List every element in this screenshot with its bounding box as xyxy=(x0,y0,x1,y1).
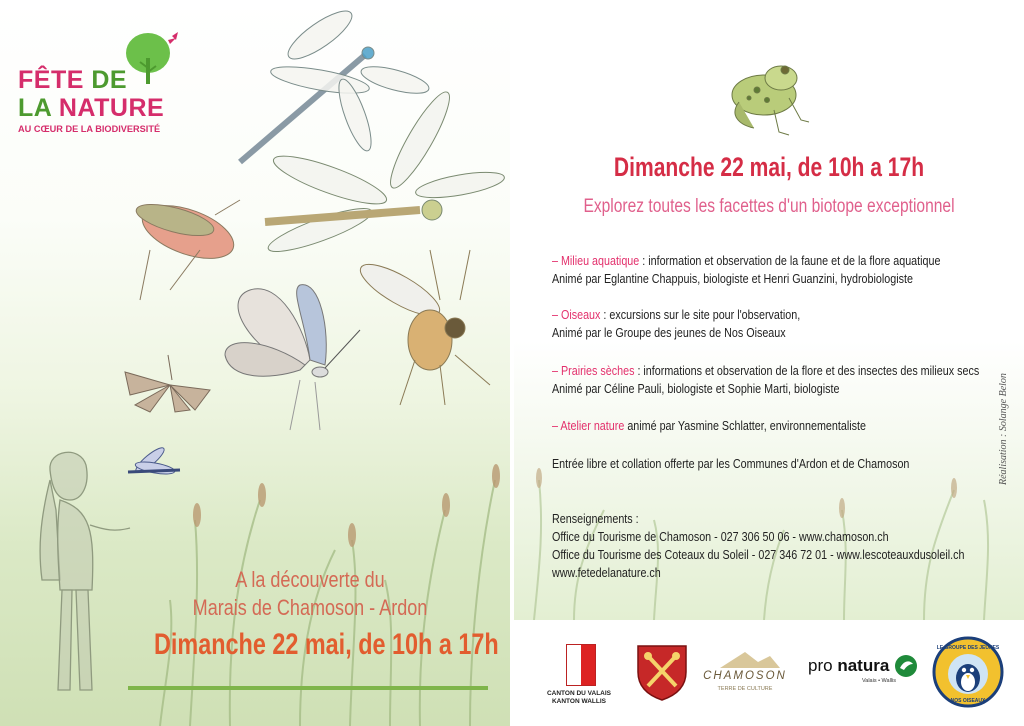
dragonfly-icon xyxy=(240,3,431,162)
activity-title: – Oiseaux xyxy=(552,308,601,322)
logo-word-de: DE xyxy=(91,66,128,94)
chamoson-subtitle: TERRE DE CULTURE xyxy=(717,686,773,692)
activity-title: – Prairies sèches xyxy=(552,364,635,378)
activity-title: – Atelier nature xyxy=(552,419,625,433)
activity-desc: animé par Yasmine Schlatter, environnementaliste xyxy=(627,419,866,433)
logo-subtitle: AU CŒUR DE LA BIODIVERSITÉ xyxy=(18,124,161,134)
contact-info-block xyxy=(552,510,965,582)
activity-desc: information et observation de la faune et de la flore aquatique xyxy=(648,254,941,268)
pronatura-bird-icon xyxy=(894,654,918,678)
activity-host: Animé par Eglantine Chappuis, biologiste et Henri Guanzini, hydrobiologiste xyxy=(552,272,913,286)
pronatura-subtitle: Valais • Wallis xyxy=(862,678,897,684)
activity-oiseaux xyxy=(552,306,800,342)
activity-desc: excursions sur le site pour l'observation, xyxy=(609,308,801,322)
contact-heading: Renseignements : xyxy=(552,512,639,526)
activity-title: – Milieu aquatique xyxy=(552,254,640,268)
valais-caption-de: KANTON WALLIS xyxy=(551,698,607,705)
contact-line-coteaux: Office du Tourisme des Coteaux du Soleil - 027 346 72 01 - www.lescoteauxdusoleil.ch xyxy=(552,548,965,562)
activity-host: Animé par Céline Pauli, biologiste et Sophie Marti, biologiste xyxy=(552,382,840,396)
activity-desc: informations et observation de la flore et des insectes des milieux secs xyxy=(643,364,980,378)
butterfly-icon xyxy=(225,285,360,430)
activity-milieu-aquatique xyxy=(552,252,940,288)
activity-host: Animé par le Groupe des jeunes de Nos Oiseaux xyxy=(552,326,786,340)
valais-flag-icon xyxy=(566,644,596,686)
chamoson-mountain-icon xyxy=(700,648,790,670)
left-date: Dimanche 22 mai, de 10h a 17h xyxy=(154,628,499,661)
partner-logos xyxy=(514,620,1024,726)
pronatura-word-natura: natura xyxy=(837,656,890,675)
chamoson-logo xyxy=(700,648,790,704)
left-panel xyxy=(0,0,510,726)
left-title-line1: A la découverte du xyxy=(235,567,385,592)
nos-oiseaux-logo xyxy=(932,636,1004,708)
left-title-line2: Marais de Chamoson - Ardon xyxy=(192,595,428,620)
contact-line-chamoson: Office du Tourisme de Chamoson - 027 306 50 06 - www.chamoson.ch xyxy=(552,530,889,544)
illustration-credit: Réalisation : Solange Belon xyxy=(998,373,1009,485)
valais-caption-fr: CANTON DU VALAIS xyxy=(546,690,612,697)
activity-atelier-nature xyxy=(552,417,866,435)
left-title-block xyxy=(110,566,510,664)
oiseaux-top-text: LE GROUPE DES JEUNES xyxy=(936,645,1000,651)
right-date-heading: Dimanche 22 mai, de 10h a 17h xyxy=(613,152,925,182)
green-underline-bar xyxy=(128,686,488,690)
frog-icon xyxy=(719,40,819,140)
chamoson-name: CHAMOSON xyxy=(703,670,787,682)
activity-sep: : xyxy=(634,364,644,378)
grasshopper-icon xyxy=(133,195,240,300)
oiseaux-bottom-text: NOS OISEAUX xyxy=(950,698,986,704)
pronatura-word-pro: pro xyxy=(808,656,833,675)
activity-sep: : xyxy=(600,308,610,322)
logo-word-fete: FÊTE xyxy=(18,66,84,94)
contact-line-website: www.fetedelanature.ch xyxy=(552,566,661,580)
ardon-crest-icon xyxy=(634,642,690,702)
logo-word-la: LA xyxy=(18,94,52,122)
logo-word-nature: NATURE xyxy=(58,94,165,122)
activity-sep: : xyxy=(639,254,649,268)
entry-info: Entrée libre et collation offerte par les Communes d'Ardon et de Chamoson xyxy=(552,457,910,471)
tagline: Explorez toutes les facettes d'un biotope exceptionnel xyxy=(583,196,955,217)
activity-prairies-seches xyxy=(552,362,979,398)
bee-icon xyxy=(354,250,490,405)
right-panel xyxy=(514,0,1024,620)
canton-valais-logo xyxy=(544,638,614,708)
pro-natura-logo xyxy=(808,654,918,694)
moth-icon xyxy=(125,355,210,412)
